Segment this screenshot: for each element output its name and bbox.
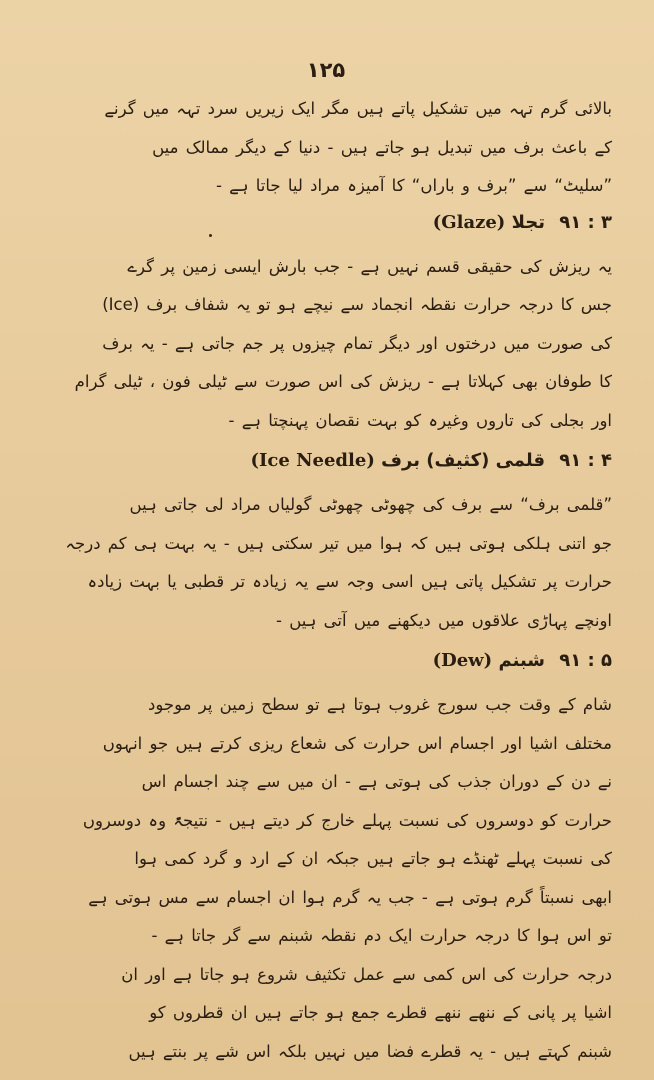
text-line: اونچے پہاڑی علاقوں میں دیکھنے میں آتی ہیں - [276,610,612,630]
text-line: جو اتنی ہلکی ہوتی ہیں کہ ہوا میں تیر سکتی ہیں - یہ بہت ہی کم درجہ [65,533,612,553]
text-line: ”قلمی برف“ سے برف کی چھوٹی چھوٹی گولیاں مراد لی جاتی ہیں [129,495,612,514]
section-number: ۵ : ۹۱ [559,650,612,671]
text-line: ”سلیٹ“ سے ”برف و باراں“ کا آمیزہ مراد لیا جاتا ہے - [215,176,612,195]
section-title: تجلا [511,211,545,233]
section-english-title: (Ice Needle) [250,450,375,471]
section-heading-ice-needle [40,446,612,476]
text-line: کی نسبت پہلے ٹھنڈے ہو جاتے ہیں جبکہ ان کے ارد و گرد کمی ہوا [134,849,612,868]
page-number: ۱۲۵ [306,58,346,82]
section-english-title: (Dew) [432,650,493,671]
text-line: شام کے وقت جب سورج غروب ہوتا ہے تو سطح زمین پر موجود [148,695,612,714]
text-line: بالائی گرم تہہ میں تشکیل پاتے ہیں مگر ایک زیریں سرد تہہ میں گرنے [104,99,612,118]
section-english-title: (Glaze) [432,211,506,233]
ink-speck [209,234,212,237]
text-line: کے باعث برف میں تبدیل ہو جاتے ہیں - دنیا کے دیگر ممالک میں [152,137,612,157]
section-number: ۳ : ۹۱ [559,211,612,233]
section-number: ۴ : ۹۱ [559,450,612,471]
section-title: شبنم [498,650,545,671]
ice-needle-paragraph [40,486,612,640]
text-line: شبنم کہتے ہیں - یہ قطرے فضا میں نہیں بلکہ اس شے پر بنتے ہیں [128,1041,612,1061]
glaze-paragraph [40,248,612,441]
text-line: نے دن کے دوران جذب کی ہوتی ہے - ان میں سے چند اجسام اس [141,772,612,791]
dew-paragraph [40,686,612,1071]
text-line: تو اس ہوا کا درجہ حرارت ایک دم نقطہ شبنم سے گر جاتا ہے - [151,926,612,945]
section-heading-dew [40,646,612,676]
text-line: مختلف اشیا اور اجسام اس حرارت کی شعاع ریزی کرتے ہیں جو انہوں [102,733,612,753]
intro-paragraph [40,90,612,206]
text-line: اشیا پر پانی کے ننھے ننھے قطرے جمع ہو جاتے ہیں ان قطروں کو [149,1003,612,1022]
section-title: قلمی (کثیف) برف [381,450,545,471]
text-line: کا طوفان بھی کہلاتا ہے - ریزش کی اس صورت سے ٹیلی فون ، ٹیلی گرام [74,372,612,391]
text-line: جس کا درجہ حرارت نقطہ انجماد سے نیچے ہو تو یہ شفاف برف (Ice) [102,295,612,314]
text-line: اور بجلی کی تاروں وغیرہ کو بہت نقصان پہنچتا ہے - [228,410,612,430]
text-line: یہ ریزش کی حقیقی قسم نہیں ہے - جب بارش ایسی زمین پر گرے [127,256,612,276]
text-line: حرارت کو دوسروں کی نسبت پہلے خارج کر دیتے ہیں - نتیجۃً وہ دوسروں [82,810,612,830]
section-heading-glaze [40,208,612,238]
text-line: ابھی نسبتاً گرم ہوتی ہے - جب یہ گرم ہوا ان اجسام سے مس ہوتی ہے [88,887,612,907]
text-line: درجہ حرارت کی اس کمی سے عمل تکثیف شروع ہو جاتا ہے اور ان [121,964,612,984]
text-line: کی صورت میں درختوں اور دیگر تمام چیزوں پر جم جاتی ہے - یہ برف [102,333,612,353]
text-line: حرارت پر تشکیل پاتی ہیں اسی وجہ سے یہ زیادہ تر قطبی یا بہت زیادہ [87,572,612,591]
